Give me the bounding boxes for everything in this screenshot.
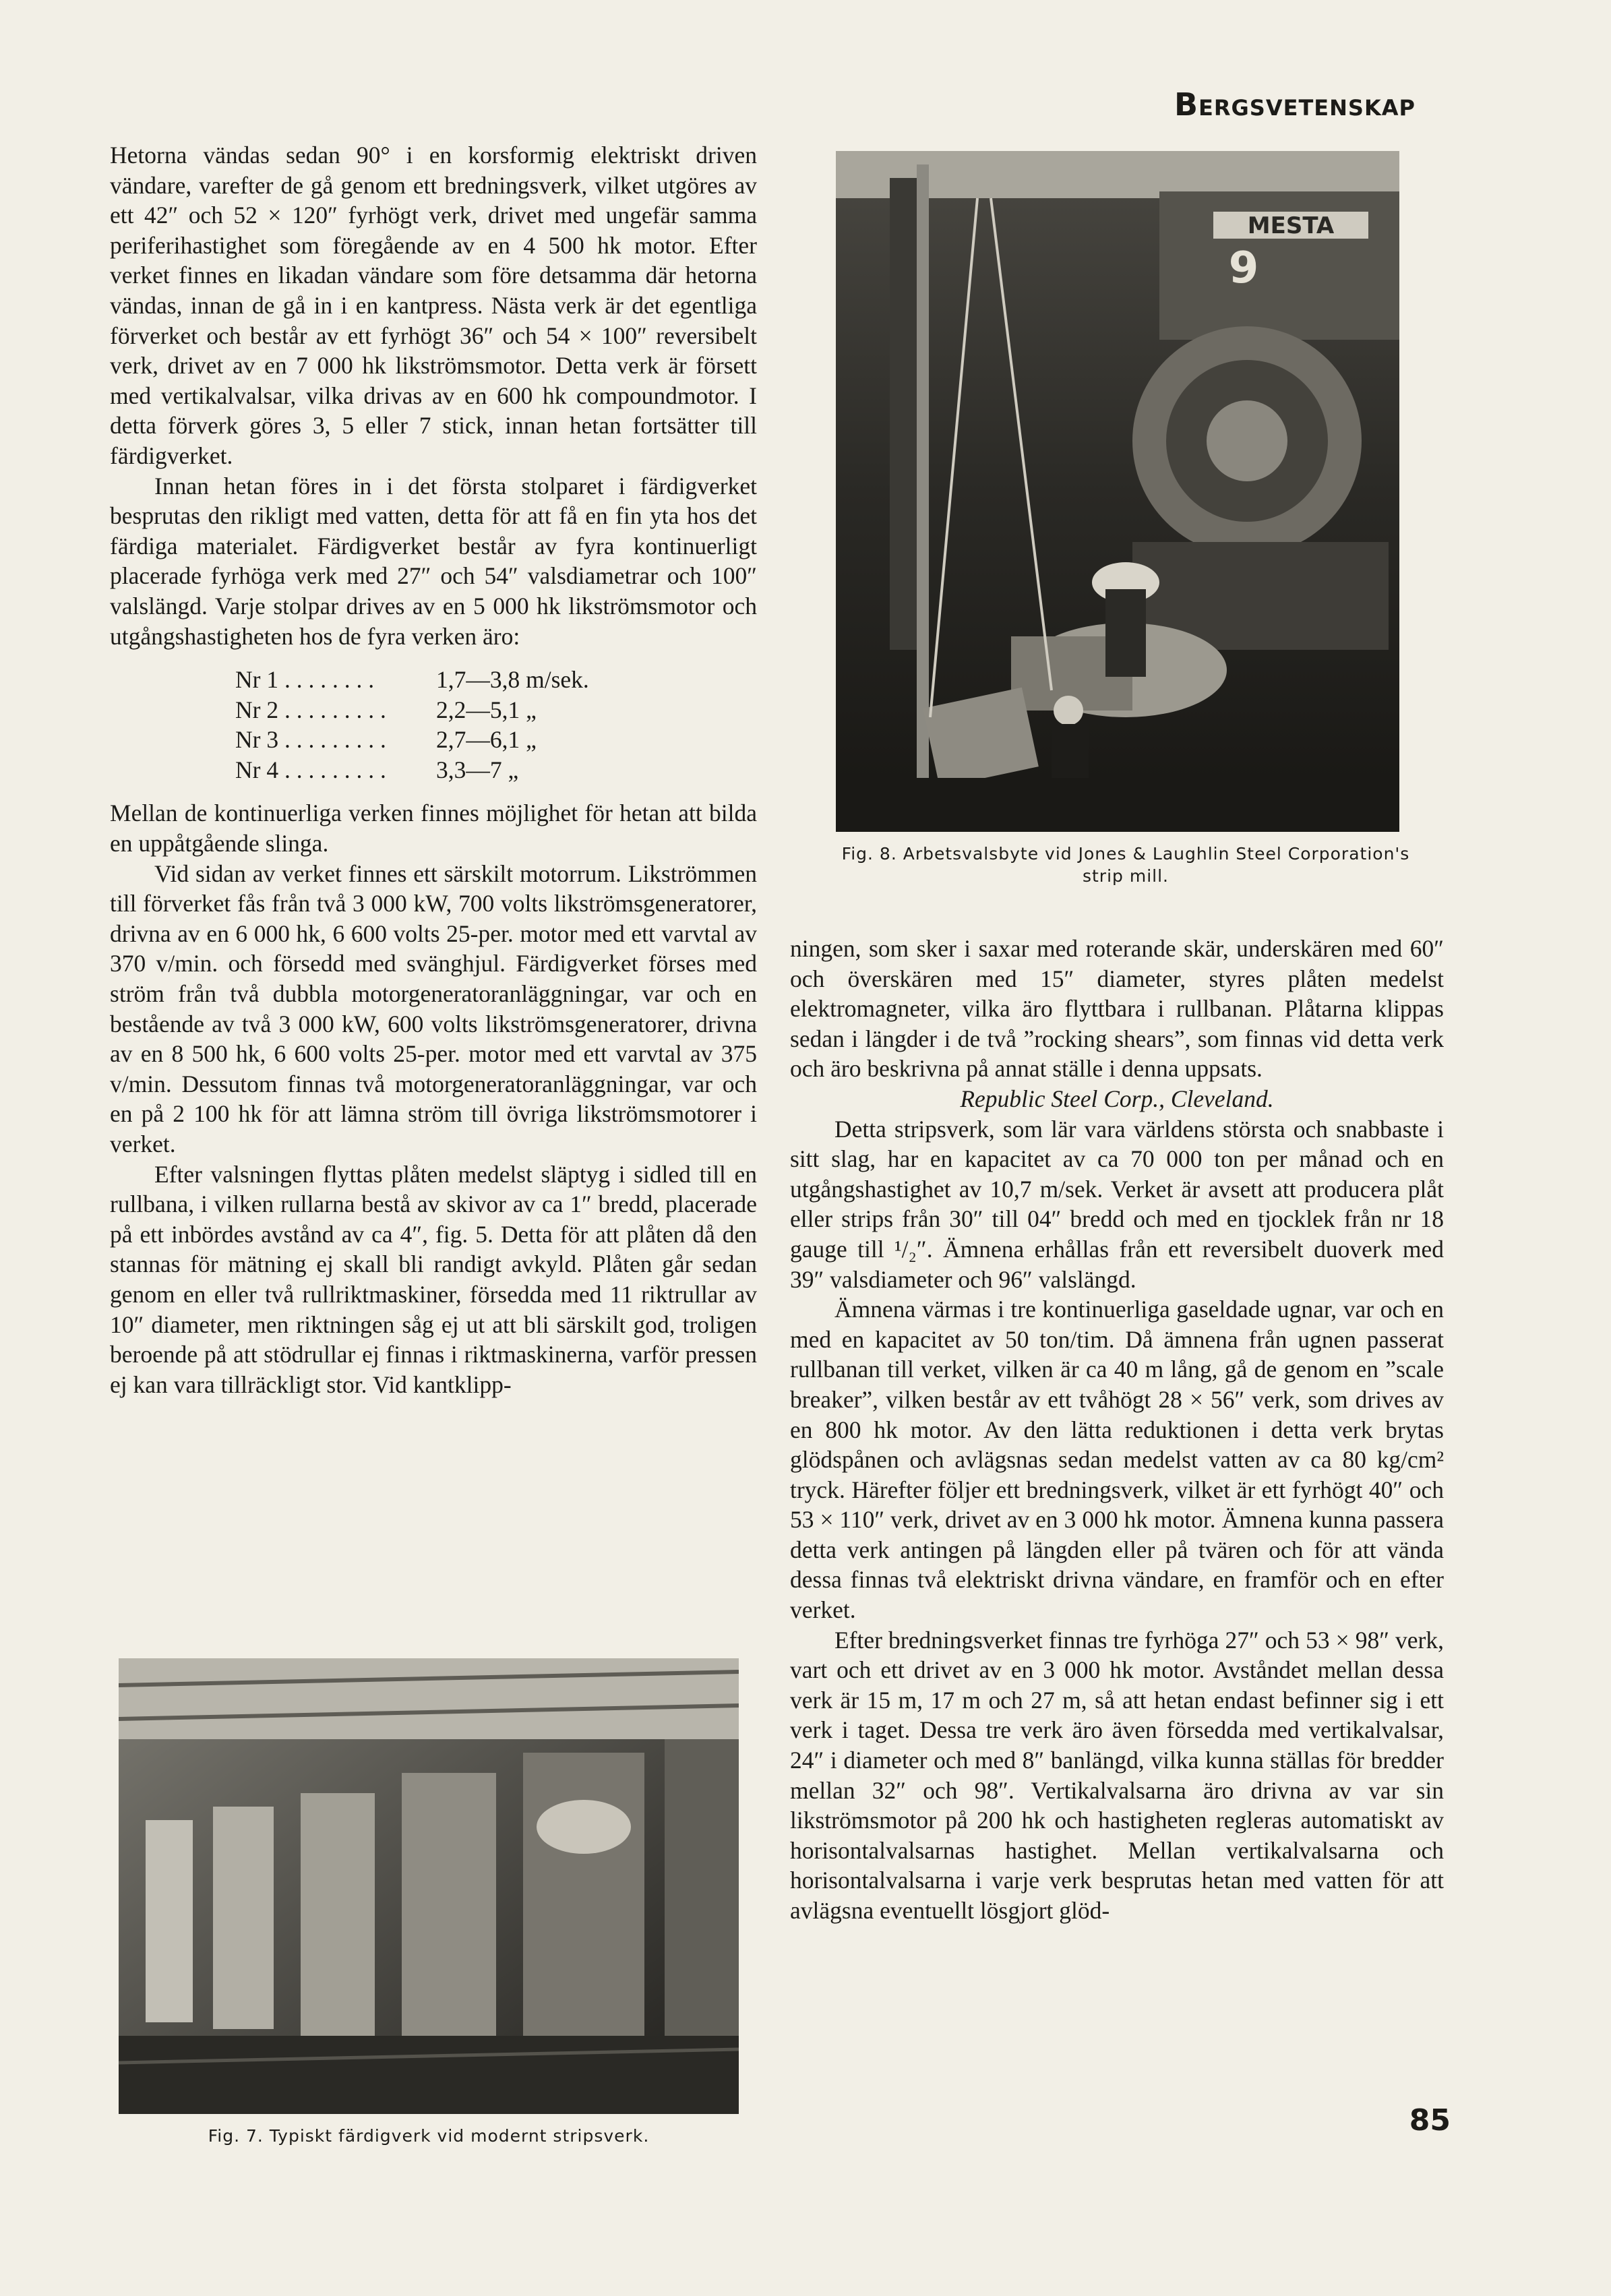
paragraph: Innan hetan föres in i det första stolparet i färdigverket besprutas den rikligt med vatten, detta för att få en fin yta hos det färdiga materialet. Färdigverket består av fyra kontinuerligt placerade fyrhöga verk med 27″ och 54″ valsdiametrar och 100″ valslängd. Varje stolpar drives av en 5 000 hk likströmsmotor och utgångshastigheten hos de fyra verken äro: [110, 472, 757, 650]
paragraph: Mellan de kontinuerliga verken finnes möjlighet för hetan att bilda en uppåtgående slinga. [110, 799, 757, 857]
figure-7-caption: Fig. 7. Typiskt färdigverk vid modernt stripsverk. [208, 2126, 650, 2146]
left-column [110, 140, 757, 1399]
page-number: 85 [1409, 2103, 1451, 2138]
figure-8-photo [836, 151, 1399, 832]
mesta-sign: MESTA [1247, 212, 1335, 239]
speed-row [235, 755, 595, 785]
paragraph: Efter bredningsverket finnas tre fyrhöga 27″ och 53 × 98″ verk, vart och ett drivet av en 3 000 hk motor. Avståndet mellan dessa verk är 15 m, 17 m och 27 m, så att hetan endast befinner sig i ett verk i taget. Dessa tre verk äro även försedda med vertikalvalsar, 24″ i diameter och med 8″ banlängd, vilka kunna ställas för bredder mellan 32″ och 98″. Vertikalvalsarna äro drivna av var sin likströmsmotor på 200 hk och hastigheten regleras automatiskt av horisontalvalsarnas hastighet. Mellan vertikalvalsarna och horisontalvalsarna i varje verk besprutas hetan med vatten för att avlägsna eventuellt lösgjort glöd- [790, 1626, 1444, 1924]
speed-row [235, 725, 595, 755]
speed-value: 2,7—6,1 „ [436, 726, 537, 754]
speed-label: Nr 2 . . . . . . . . . [235, 696, 386, 723]
right-column [790, 934, 1444, 1926]
running-header: Bergsvetenskap [1174, 86, 1416, 123]
paragraph: Hetorna vändas sedan 90° i en korsformig elektriskt driven vändare, varefter de gå genom ett bredningsverk, vilket utgöres av ett 42″ och 52 × 120″ fyrhögt verk, drivet med ungefär samma periferihastighet som föregående av en 4 500 hk motor. Efter verket finnes en likadan vändare som före detsamma där hetorna vändas, innan de gå in i en kantpress. Nästa verk är det egentliga förverket och består av ett fyrhögt 36″ och 54 × 100″ reversibelt verk, drivet av en 7 000 hk likströmsmotor. Detta verk är försett med vertikalvalsar, vilka drivas av en 600 hk compoundmotor. I detta förverk göres 3, 5 eller 7 stick, innan hetan fortsätter till färdigverket. [110, 142, 757, 469]
speed-label: Nr 4 . . . . . . . . . [235, 756, 386, 783]
speed-value: 3,3—7 „ [436, 756, 519, 783]
paragraph: ningen, som sker i saxar med roterande skär, underskären med 60″ och överskären med 15″ diameter, styres plåten medelst elektromagneter, vilka äro flyttbara i rullbanan. Plåtarna klippas sedan i längder i de två ”rocking shears”, som finnas vid detta verk och äro beskrivna på annat ställe i denna uppsats. [790, 935, 1444, 1083]
speed-value: 1,7—3,8 m/sek. [436, 666, 589, 694]
paragraph: Vid sidan av verket finnes ett särskilt motorrum. Likströmmen till förverket fås från två 3 000 kW, 700 volts likströmsgeneratorer, drivna av en 6 000 hk, 6 600 volts 25-per. motor med ett varvtal av 370 v/min. och försedd med svänghjul. Färdigverket förses med ström från två dubbla motorgeneratoranläggningar, var och en bestående av två 3 000 kW, 600 volts likströmsgeneratorer, drivna av en 8 500 hk, 6 600 volts 25-per. motor med ett varvtal av 375 v/min. Dessutom finnas två motorgeneratoranläggningar, var och en på 2 100 hk för att lämna ström till övriga likströmsmotorer i verket. [110, 859, 757, 1157]
finishing-mill-photo [119, 1658, 739, 2114]
mill-roll-change-photo [836, 151, 1399, 832]
stand-number: 9 [1228, 243, 1259, 293]
paragraph: Ämnena värmas i tre kontinuerliga gaseldade ugnar, var och en med en kapacitet av 50 ton/tim. Då ämnena från ugnen passerat rullbanan till verket, vilken är ca 40 m lång, gå de genom en ”scale breaker”, vilken består av ett tvåhögt 28 × 56″ verk, som drives av en 800 hk motor. Av den lätta reduktionen i detta verk brytas glödspånen och avlägsnas sedan medelst vatten av ca 80 kg/cm² tryck. Härefter följer ett bredningsverk, vilket är ett fyrhögt 40″ och 53 × 110″ verk, drivet av en 3 000 hk motor. Ämnena kunna passera detta verk antingen på längden eller på tvären och för att vända dessa finnas två elektriskt drivna vändare, en framför och en efter verket. [790, 1296, 1444, 1624]
paragraph: Detta stripsverk, som lär vara världens största och snabbaste i sitt slag, har en kapacitet av ca 70 000 ton per månad och en utgångshastighet av 10,7 m/sek. Verket är avsett att producera plåt eller strips från 30″ till 04″ bredd och med en tjocklek från nr 18 gauge till ¹/₂″. Ämnena erhållas från ett reversibelt duoverk med 39″ valsdiameter och 96″ valslängd. [790, 1115, 1444, 1293]
speed-row [235, 695, 595, 725]
figure-7-photo [119, 1658, 739, 2114]
speed-label: Nr 1 . . . . . . . . [235, 666, 375, 694]
figure-8-caption: Fig. 8. Arbetsvalsbyte vid Jones & Laughlin Steel Corporation's strip mill. [841, 844, 1410, 886]
section-subheading: Republic Steel Corp., Cleveland. [960, 1085, 1274, 1112]
speed-table [235, 665, 595, 785]
speed-label: Nr 3 . . . . . . . . . [235, 726, 386, 754]
speed-value: 2,2—5,1 „ [436, 696, 537, 723]
speed-row [235, 665, 595, 695]
paragraph: Efter valsningen flyttas plåten medelst släptyg i sidled till en rullbana, i vilken rullarna bestå av skivor av ca 1″ bredd, placerade på ett inbördes avstånd av ca 4″, fig. 5. Detta för att plåten då den stannas för mätning ej skall bli randigt avkyld. Plåten går sedan genom en eller två rullriktmaskiner, försedda med 11 riktrullar av 10″ diameter, men riktningen såg ej ut att bli särskilt god, troligen beroende på att stödrullar ej finnas i riktmaskinerna, varför pressen ej kan vara tillräckligt stor. Vid kantklipp- [110, 1160, 757, 1398]
